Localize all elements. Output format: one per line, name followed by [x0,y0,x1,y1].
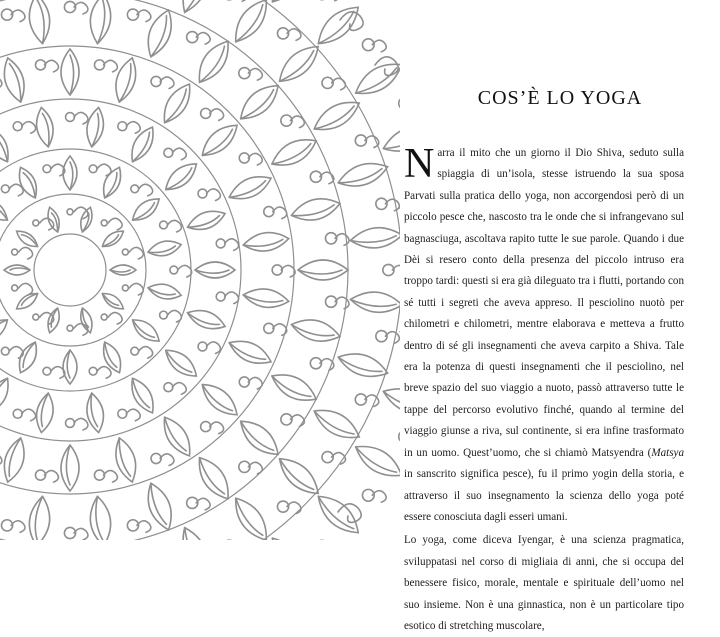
page-title: COS’È LO YOGA [477,87,643,109]
body-text [404,143,684,637]
paragraph-1: Narra il mito che un giorno il Dio Shiva, seduto sulla spiaggia di un’isola, stesse istruendo la sua sposa Parvati sulla pratica dello yoga, non accorgendosi però di un piccolo pesce che, nascosto tra le onde che si infrangevano sul bagnasciuga, ascoltava rapito tutte le sue parole. Quando i due Dèi si resero conto della presenza del piccolo intruso era troppo tardi: questi si era già dileguato tra i flutti, portando con sé tutti i segreti che aveva appreso. Il pesciolino nuotò per chilometri e chilometri, mentre elaborava e metteva a frutto dentro di sé gli insegnamenti che aveva carpito a Shiva. Tale era la potenza di questi insegnamenti che il pesciolino, nel breve spazio del suo viaggio a nuoto, passò attraverso tutte le tappe del percorso evolutivo finché, quando al termine del viaggio giunse a riva, sul continente, si era infine trasformato in un uomo. Quest’uomo, che si chiamò Matsyendra (Matsya in sanscrito significa pesce), fu il primo yogin della storia, e attraverso il suo insegnamento la scienza dello yoga poté essere conosciuta dagli esseri umani. [404,141,684,523]
drop-cap: N [404,141,435,187]
mandala-ornament [0,0,400,540]
paragraph-2: Lo yoga, come diceva Iyengar, è una scienza pragmatica, sviluppatasi nel corso di migliaia di anni, che si occupa del benessere fisico, morale, mentale e spirituale dell’uomo nel suo insieme. Non è una ginnastica, non è un particolare tipo esotico di stretching muscolare, [404,534,684,632]
